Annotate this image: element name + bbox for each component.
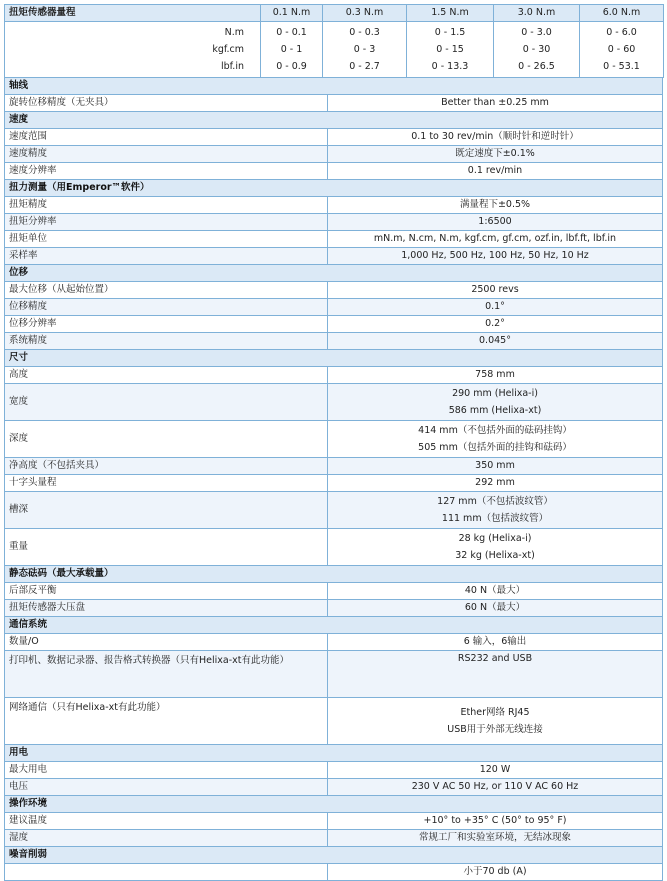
spec-value-line: 414 mm（不包括外面的砝码挂钩） <box>418 425 572 436</box>
spec-value-line: 0.1° <box>485 301 505 312</box>
spec-label: 数量/O <box>5 634 328 651</box>
section-title: 速度 <box>5 112 663 129</box>
spec-value <box>328 600 663 617</box>
spec-value <box>328 698 663 745</box>
spec-value <box>328 779 663 796</box>
spec-value-line: 290 mm (Helixa-i) <box>452 388 538 399</box>
spec-row <box>5 830 663 847</box>
spec-value-line: 2500 revs <box>471 284 519 295</box>
spec-row <box>5 864 663 881</box>
section-header <box>5 745 663 762</box>
spec-value-line: 0.1 rev/min <box>467 165 523 176</box>
capacity-col: 0.3 N.m <box>323 5 407 22</box>
spec-value-line: Ether网络 RJ45 <box>460 707 530 718</box>
spec-row <box>5 600 663 617</box>
section-title: 用电 <box>5 745 663 762</box>
spec-label: 电压 <box>5 779 328 796</box>
spec-value-line: USB用于外部无线连接 <box>447 724 543 735</box>
spec-row <box>5 248 663 265</box>
spec-label: 位移精度 <box>5 299 328 316</box>
spec-label: 采样率 <box>5 248 328 265</box>
capacity-title: 扭矩传感器量程 <box>5 5 261 22</box>
capacity-header-row <box>5 5 664 22</box>
spec-label: 位移分辨率 <box>5 316 328 333</box>
spec-value <box>328 651 663 698</box>
section-header <box>5 566 663 583</box>
section-title: 噪音削弱 <box>5 847 663 864</box>
spec-value-line: 0.1 to 30 rev/min（顺时针和逆时针） <box>411 131 579 142</box>
spec-value-line: 小于70 db (A) <box>463 866 527 877</box>
range-value: 0 - 6.0 <box>606 27 637 38</box>
spec-label: 高度 <box>5 367 328 384</box>
spec-value <box>328 146 663 163</box>
spec-row <box>5 231 663 248</box>
spec-label: 建议温度 <box>5 813 328 830</box>
capacity-col: 0.1 N.m <box>261 5 323 22</box>
spec-value-line: 127 mm（不包括波纹管） <box>437 496 553 507</box>
range-value: 0 - 1 <box>280 44 303 55</box>
spec-label: 网络通信（只有Helixa-xt有此功能） <box>5 698 328 745</box>
spec-row <box>5 421 663 458</box>
spec-value-line: Better than ±0.25 mm <box>441 97 549 108</box>
range-value: 0 - 53.1 <box>603 61 640 72</box>
capacity-values-row <box>5 22 664 78</box>
range-value: 0 - 30 <box>522 44 551 55</box>
spec-row <box>5 129 663 146</box>
spec-label: 湿度 <box>5 830 328 847</box>
spec-value-line: 292 mm <box>475 477 515 488</box>
spec-label: 速度范围 <box>5 129 328 146</box>
spec-row <box>5 214 663 231</box>
spec-row <box>5 698 663 745</box>
spec-value-line: 既定速度下±0.1% <box>455 148 535 159</box>
section-title: 操作环境 <box>5 796 663 813</box>
range-value: 0 - 3 <box>353 44 376 55</box>
section-header <box>5 78 663 95</box>
section-title: 尺寸 <box>5 350 663 367</box>
spec-value-line: 586 mm (Helixa-xt) <box>448 405 542 416</box>
spec-value <box>328 95 663 112</box>
spec-label: 系统精度 <box>5 333 328 350</box>
spec-value <box>328 163 663 180</box>
capacity-col: 3.0 N.m <box>494 5 580 22</box>
range-value: 0 - 60 <box>607 44 636 55</box>
spec-row <box>5 146 663 163</box>
spec-value-line: +10° to +35° C (50° to 95° F) <box>423 815 567 826</box>
range-value: 0 - 0.1 <box>276 27 307 38</box>
spec-row <box>5 333 663 350</box>
spec-value-line: 350 mm <box>475 460 515 471</box>
spec-row <box>5 95 663 112</box>
spec-value <box>328 197 663 214</box>
spec-value <box>328 248 663 265</box>
spec-value <box>328 214 663 231</box>
spec-label: 最大位移（从起始位置） <box>5 282 328 299</box>
spec-value-line: 常规工厂和实验室环境，无结冰现象 <box>418 832 571 843</box>
spec-value <box>328 384 663 421</box>
spec-value-line: 60 N（最大） <box>464 602 526 613</box>
spec-value-line: 40 N（最大） <box>464 585 526 596</box>
spec-label: 后部反平衡 <box>5 583 328 600</box>
spec-value-line: 120 W <box>479 764 511 775</box>
spec-value-line: 1:6500 <box>478 216 512 227</box>
section-header <box>5 796 663 813</box>
section-header <box>5 617 663 634</box>
section-title: 轴线 <box>5 78 663 95</box>
spec-value-line: mN.m, N.cm, N.m, kgf.cm, gf.cm, ozf.in, lbf.ft, lbf.in <box>373 233 617 244</box>
spec-row <box>5 282 663 299</box>
spec-value <box>328 299 663 316</box>
spec-value-line: 满量程下±0.5% <box>459 199 531 210</box>
range-value: 0 - 2.7 <box>349 61 380 72</box>
spec-row <box>5 492 663 529</box>
spec-value <box>328 762 663 779</box>
range-value: 0 - 3.0 <box>521 27 552 38</box>
spec-value <box>328 529 663 566</box>
spec-value <box>328 864 663 881</box>
spec-row <box>5 163 663 180</box>
section-title: 位移 <box>5 265 663 282</box>
spec-sheet <box>4 4 663 881</box>
spec-value <box>328 583 663 600</box>
spec-value <box>328 282 663 299</box>
spec-value-line: 505 mm（包括外面的挂钩和砝码） <box>418 442 572 453</box>
range-value: 0 - 1.5 <box>434 27 466 38</box>
spec-value-line: 6 输入，6输出 <box>463 636 527 647</box>
spec-value <box>328 634 663 651</box>
section-header <box>5 265 663 282</box>
spec-value <box>328 458 663 475</box>
spec-row <box>5 762 663 779</box>
spec-value-line: 0.2° <box>485 318 505 329</box>
spec-value-line: 758 mm <box>475 369 515 380</box>
spec-label: 重量 <box>5 529 328 566</box>
spec-value <box>328 129 663 146</box>
spec-label: 净高度（不包括夹具） <box>5 458 328 475</box>
spec-row <box>5 529 663 566</box>
spec-row <box>5 813 663 830</box>
spec-label: 最大用电 <box>5 762 328 779</box>
spec-value <box>328 333 663 350</box>
spec-value <box>328 231 663 248</box>
spec-label: 槽深 <box>5 492 328 529</box>
spec-value-line: 32 kg (Helixa-xt) <box>455 550 535 561</box>
unit-label: lbf.in <box>220 61 244 72</box>
capacity-table <box>4 4 664 78</box>
section-title: 通信系统 <box>5 617 663 634</box>
section-header <box>5 847 663 864</box>
section-header <box>5 350 663 367</box>
section-header <box>5 112 663 129</box>
spec-row <box>5 316 663 333</box>
range-value: 0 - 15 <box>436 44 464 55</box>
spec-row <box>5 651 663 698</box>
spec-value-line: 1,000 Hz, 500 Hz, 100 Hz, 50 Hz, 10 Hz <box>401 250 589 261</box>
spec-value <box>328 421 663 458</box>
spec-label: 旋转位移精度（无夹具） <box>5 95 328 112</box>
spec-label: 速度分辨率 <box>5 163 328 180</box>
spec-value <box>328 813 663 830</box>
spec-row <box>5 384 663 421</box>
spec-row <box>5 299 663 316</box>
spec-row <box>5 475 663 492</box>
spec-label: 宽度 <box>5 384 328 421</box>
section-title: 扭力测量（用Emperor™软件） <box>5 180 663 197</box>
spec-row <box>5 458 663 475</box>
spec-label <box>5 864 328 881</box>
spec-value <box>328 830 663 847</box>
spec-label: 速度精度 <box>5 146 328 163</box>
spec-value-line: 111 mm（包括波纹管） <box>441 513 549 524</box>
spec-value <box>328 367 663 384</box>
spec-row <box>5 197 663 214</box>
range-value: 0 - 26.5 <box>518 61 555 72</box>
section-header <box>5 180 663 197</box>
spec-value-line: 230 V AC 50 Hz, or 110 V AC 60 Hz <box>411 781 579 792</box>
range-value: 0 - 13.3 <box>431 61 469 72</box>
spec-value <box>328 475 663 492</box>
spec-value-line: RS232 and USB <box>457 653 533 664</box>
spec-row <box>5 634 663 651</box>
spec-label: 打印机、数据记录器、报告格式转换器（只有Helixa-xt有此功能） <box>5 651 328 698</box>
spec-value-line: 28 kg (Helixa-i) <box>458 533 532 544</box>
spec-value <box>328 316 663 333</box>
capacity-col: 1.5 N.m <box>407 5 494 22</box>
section-title: 静态砝码（最大承载量） <box>5 566 663 583</box>
spec-row <box>5 779 663 796</box>
spec-label: 深度 <box>5 421 328 458</box>
unit-label: kgf.cm <box>212 44 244 55</box>
spec-label: 扭矩精度 <box>5 197 328 214</box>
spec-label: 扭矩分辨率 <box>5 214 328 231</box>
unit-label: N.m <box>224 27 244 38</box>
range-value: 0 - 0.3 <box>349 27 380 38</box>
spec-value-line: 0.045° <box>479 335 511 346</box>
spec-table <box>4 77 663 881</box>
capacity-col: 6.0 N.m <box>580 5 664 22</box>
spec-label: 扭矩单位 <box>5 231 328 248</box>
range-value: 0 - 0.9 <box>276 61 307 72</box>
spec-row <box>5 367 663 384</box>
spec-value <box>328 492 663 529</box>
spec-label: 十字头量程 <box>5 475 328 492</box>
spec-label: 扭矩传感器大压盘 <box>5 600 328 617</box>
spec-row <box>5 583 663 600</box>
